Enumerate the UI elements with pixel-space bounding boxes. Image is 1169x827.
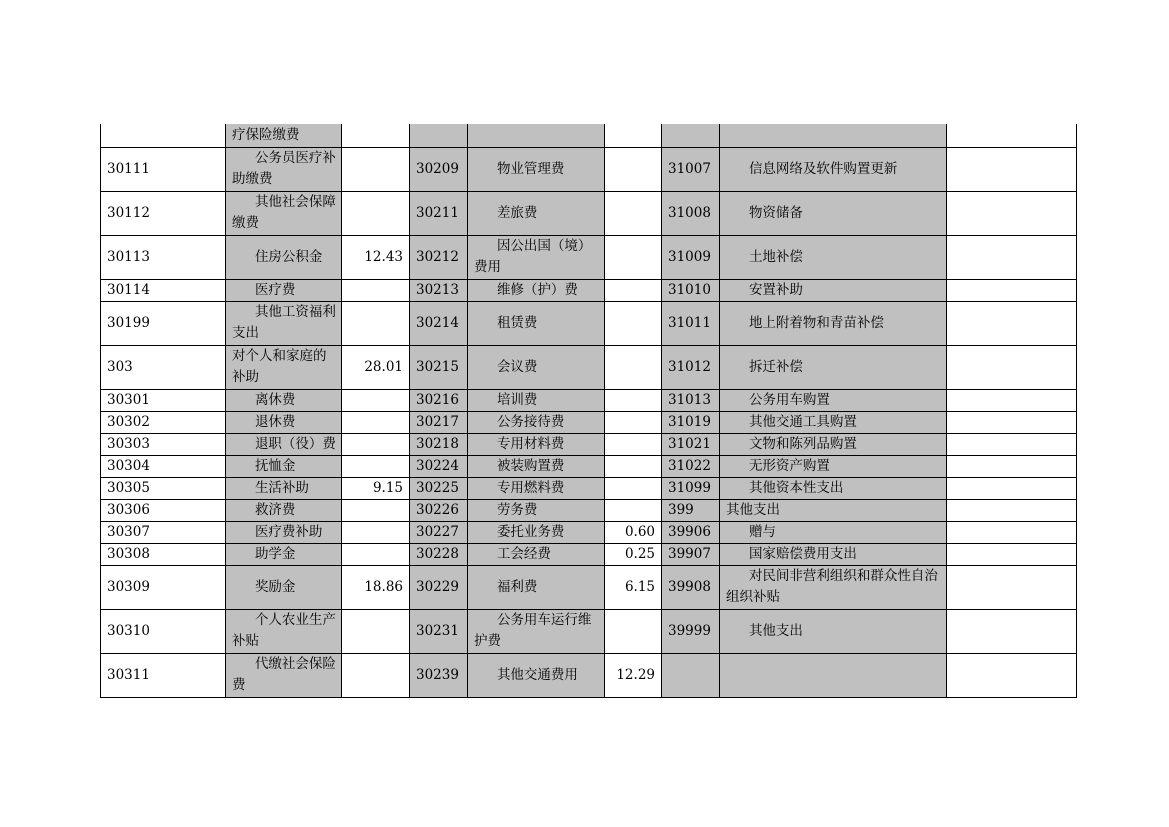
code-cell: 303: [101, 345, 226, 389]
item-name-cell: [720, 345, 947, 389]
amount-cell: [947, 389, 1077, 411]
amount-cell: [605, 389, 662, 411]
table-row: [101, 235, 1077, 279]
item-name: 其他资本性支出: [748, 479, 844, 496]
item-name-cell: [468, 411, 605, 433]
item-name: 抚恤金: [254, 457, 296, 474]
item-name: 地上附着物和青苗补偿: [748, 314, 884, 331]
amount-cell: [605, 411, 662, 433]
item-name-cell: [226, 124, 342, 147]
code-cell: 31007: [662, 147, 720, 191]
item-name-cell: [468, 455, 605, 477]
code-cell: 30226: [410, 499, 468, 521]
item-name: 公务接待费: [496, 413, 565, 430]
code-cell: 31012: [662, 345, 720, 389]
code-cell: 30227: [410, 521, 468, 543]
code-cell: 31009: [662, 235, 720, 279]
item-name-cell: [720, 609, 947, 653]
amount-cell: [342, 147, 410, 191]
amount-cell: [342, 389, 410, 411]
code-cell: 31019: [662, 411, 720, 433]
amount-cell: [947, 124, 1077, 147]
amount-cell: [605, 235, 662, 279]
item-name: 维修（护）费: [496, 281, 578, 298]
item-name: 奖励金: [254, 578, 296, 595]
item-name-cell: [226, 609, 342, 653]
table-row: [101, 124, 1077, 147]
table-row: [101, 301, 1077, 345]
code-cell: 30306: [101, 499, 226, 521]
table-row: [101, 521, 1077, 543]
code-cell: 30304: [101, 455, 226, 477]
code-cell: 30303: [101, 433, 226, 455]
code-cell: 31021: [662, 433, 720, 455]
table-row: [101, 609, 1077, 653]
amount-cell: [605, 147, 662, 191]
item-name-cell: [468, 609, 605, 653]
item-name: 福利费: [496, 578, 538, 595]
item-name: 救济费: [254, 501, 296, 518]
amount-cell: [342, 191, 410, 235]
item-name-cell: [226, 455, 342, 477]
item-name-cell: [720, 124, 947, 147]
table-row: [101, 499, 1077, 521]
item-name: 文物和陈列品购置: [748, 435, 857, 452]
amount-cell: [947, 301, 1077, 345]
code-cell: 30112: [101, 191, 226, 235]
table-row: [101, 653, 1077, 697]
code-cell: 30301: [101, 389, 226, 411]
code-cell: 30114: [101, 279, 226, 301]
item-name-cell: [720, 301, 947, 345]
item-name: 专用材料费: [496, 435, 565, 452]
item-name: 其他支出: [726, 501, 780, 518]
item-name: 培训费: [496, 391, 538, 408]
amount-cell: [605, 279, 662, 301]
code-cell: 31008: [662, 191, 720, 235]
code-cell: 30211: [410, 191, 468, 235]
item-name: 其他工资福利支出: [232, 304, 336, 341]
code-cell: 31099: [662, 477, 720, 499]
code-cell: [662, 653, 720, 697]
table-row: [101, 565, 1077, 609]
code-cell: 30311: [101, 653, 226, 697]
item-name: 住房公积金: [254, 248, 323, 265]
item-name: 其他交通费用: [496, 666, 578, 683]
item-name-cell: [720, 389, 947, 411]
item-name-cell: [720, 477, 947, 499]
table-row: [101, 433, 1077, 455]
amount-cell: [947, 191, 1077, 235]
amount-cell: 18.86: [342, 565, 410, 609]
amount-cell: [605, 477, 662, 499]
code-cell: [101, 124, 226, 147]
amount-cell: [342, 124, 410, 147]
code-cell: 30225: [410, 477, 468, 499]
code-cell: 30309: [101, 565, 226, 609]
amount-cell: 9.15: [342, 477, 410, 499]
amount-cell: [342, 411, 410, 433]
item-name-cell: [720, 433, 947, 455]
amount-cell: [947, 433, 1077, 455]
amount-cell: 6.15: [605, 565, 662, 609]
table-row: [101, 345, 1077, 389]
code-cell: 30228: [410, 543, 468, 565]
code-cell: 30213: [410, 279, 468, 301]
amount-cell: [342, 609, 410, 653]
item-name: 委托业务费: [496, 523, 565, 540]
item-name: 代缴社会保险费: [232, 656, 336, 693]
item-name-cell: [226, 477, 342, 499]
table-row: [101, 389, 1077, 411]
item-name: 被装购置费: [496, 457, 565, 474]
code-cell: 30217: [410, 411, 468, 433]
item-name: 离休费: [254, 391, 296, 408]
item-name: 专用燃料费: [496, 479, 565, 496]
item-name-cell: [468, 499, 605, 521]
amount-cell: [342, 653, 410, 697]
item-name-cell: [720, 543, 947, 565]
code-cell: 39906: [662, 521, 720, 543]
amount-cell: [947, 499, 1077, 521]
item-name: 土地补偿: [748, 248, 803, 265]
amount-cell: [342, 279, 410, 301]
item-name: 其他交通工具购置: [748, 413, 857, 430]
table-body: [101, 124, 1077, 697]
amount-cell: [342, 301, 410, 345]
amount-cell: [947, 345, 1077, 389]
code-cell: 39907: [662, 543, 720, 565]
code-cell: 30218: [410, 433, 468, 455]
amount-cell: 12.43: [342, 235, 410, 279]
code-cell: 30111: [101, 147, 226, 191]
item-name-cell: [226, 191, 342, 235]
amount-cell: [947, 477, 1077, 499]
expenditure-table: [100, 124, 1077, 698]
item-name-cell: [468, 279, 605, 301]
amount-cell: [605, 433, 662, 455]
amount-cell: [947, 521, 1077, 543]
code-cell: 30199: [101, 301, 226, 345]
amount-cell: [605, 455, 662, 477]
amount-cell: [605, 191, 662, 235]
amount-cell: [947, 565, 1077, 609]
amount-cell: [947, 279, 1077, 301]
amount-cell: [342, 499, 410, 521]
amount-cell: 0.25: [605, 543, 662, 565]
amount-cell: [342, 521, 410, 543]
table-row: [101, 411, 1077, 433]
amount-cell: [947, 235, 1077, 279]
item-name-cell: [226, 543, 342, 565]
table-row: [101, 477, 1077, 499]
amount-cell: 0.60: [605, 521, 662, 543]
item-name-cell: [226, 521, 342, 543]
item-name-cell: [226, 235, 342, 279]
item-name: 医疗费: [254, 281, 296, 298]
item-name-cell: [720, 653, 947, 697]
item-name-cell: [720, 565, 947, 609]
item-name-cell: [720, 411, 947, 433]
code-cell: 30215: [410, 345, 468, 389]
item-name: 医疗费补助: [254, 523, 323, 540]
table-row: [101, 455, 1077, 477]
code-cell: 30231: [410, 609, 468, 653]
item-name-cell: [226, 279, 342, 301]
item-name: 会议费: [496, 358, 538, 375]
code-cell: 30239: [410, 653, 468, 697]
item-name-cell: [468, 345, 605, 389]
code-cell: 30113: [101, 235, 226, 279]
item-name-cell: [720, 191, 947, 235]
amount-cell: [947, 455, 1077, 477]
item-name: 物业管理费: [496, 160, 565, 177]
code-cell: 31010: [662, 279, 720, 301]
code-cell: 30308: [101, 543, 226, 565]
code-cell: 30216: [410, 389, 468, 411]
code-cell: 30209: [410, 147, 468, 191]
code-cell: [662, 124, 720, 147]
item-name-cell: [468, 124, 605, 147]
item-name-cell: [468, 191, 605, 235]
item-name-cell: [226, 433, 342, 455]
code-cell: 30212: [410, 235, 468, 279]
table-row: [101, 279, 1077, 301]
item-name: 工会经费: [496, 545, 551, 562]
code-cell: 39999: [662, 609, 720, 653]
item-name-cell: [720, 499, 947, 521]
item-name: 其他支出: [748, 622, 803, 639]
item-name: 生活补助: [254, 479, 309, 496]
code-cell: 30229: [410, 565, 468, 609]
code-cell: 30307: [101, 521, 226, 543]
item-name: 公务用车运行维护费: [474, 612, 592, 649]
table-row: [101, 191, 1077, 235]
item-name-cell: [468, 389, 605, 411]
item-name-cell: [468, 565, 605, 609]
amount-cell: [947, 411, 1077, 433]
item-name-cell: [468, 543, 605, 565]
amount-cell: [605, 345, 662, 389]
amount-cell: [605, 499, 662, 521]
item-name-cell: [468, 433, 605, 455]
code-cell: 31011: [662, 301, 720, 345]
item-name: 信息网络及软件购置更新: [748, 160, 898, 177]
item-name-cell: [720, 455, 947, 477]
amount-cell: [342, 455, 410, 477]
item-name-cell: [226, 653, 342, 697]
item-name-cell: [720, 147, 947, 191]
code-cell: 31013: [662, 389, 720, 411]
item-name-cell: [226, 565, 342, 609]
table-row: [101, 147, 1077, 191]
item-name-cell: [226, 147, 342, 191]
item-name-cell: [468, 477, 605, 499]
item-name-cell: [468, 301, 605, 345]
item-name: 对个人和家庭的补助: [232, 348, 327, 385]
item-name: 其他社会保障缴费: [232, 194, 336, 231]
item-name: 公务员医疗补助缴费: [232, 150, 336, 187]
code-cell: 30310: [101, 609, 226, 653]
code-cell: 39908: [662, 565, 720, 609]
code-cell: 30224: [410, 455, 468, 477]
code-cell: 31022: [662, 455, 720, 477]
item-name: 拆迁补偿: [748, 358, 803, 375]
item-name: 赠与: [748, 523, 776, 540]
item-name: 个人农业生产补贴: [232, 612, 336, 649]
item-name: 公务用车购置: [748, 391, 830, 408]
item-name: 对民间非营利组织和群众性自治组织补贴: [726, 568, 938, 605]
item-name-cell: [468, 653, 605, 697]
item-name: 疗保险缴费: [232, 126, 300, 143]
amount-cell: [342, 433, 410, 455]
item-name: 国家赔偿费用支出: [748, 545, 857, 562]
amount-cell: [605, 301, 662, 345]
amount-cell: [605, 609, 662, 653]
item-name: 安置补助: [748, 281, 803, 298]
amount-cell: [947, 609, 1077, 653]
item-name: 差旅费: [496, 204, 538, 221]
item-name: 租赁费: [496, 314, 538, 331]
item-name-cell: [720, 521, 947, 543]
item-name: 助学金: [254, 545, 296, 562]
item-name-cell: [226, 301, 342, 345]
item-name-cell: [226, 345, 342, 389]
code-cell: [410, 124, 468, 147]
code-cell: 399: [662, 499, 720, 521]
item-name: 因公出国（境）费用: [474, 238, 592, 275]
item-name-cell: [226, 411, 342, 433]
amount-cell: 12.29: [605, 653, 662, 697]
amount-cell: [947, 543, 1077, 565]
table-row: [101, 543, 1077, 565]
item-name: 物资储备: [748, 204, 803, 221]
item-name-cell: [720, 235, 947, 279]
item-name-cell: [468, 235, 605, 279]
code-cell: 30214: [410, 301, 468, 345]
amount-cell: [947, 653, 1077, 697]
code-cell: 30302: [101, 411, 226, 433]
item-name: 无形资产购置: [748, 457, 830, 474]
item-name-cell: [468, 521, 605, 543]
item-name: 退职（役）费: [254, 435, 336, 452]
amount-cell: 28.01: [342, 345, 410, 389]
item-name-cell: [226, 499, 342, 521]
code-cell: 30305: [101, 477, 226, 499]
item-name: 劳务费: [496, 501, 538, 518]
item-name: 退休费: [254, 413, 296, 430]
amount-cell: [342, 543, 410, 565]
amount-cell: [947, 147, 1077, 191]
item-name-cell: [720, 279, 947, 301]
amount-cell: [605, 124, 662, 147]
item-name-cell: [468, 147, 605, 191]
item-name-cell: [226, 389, 342, 411]
